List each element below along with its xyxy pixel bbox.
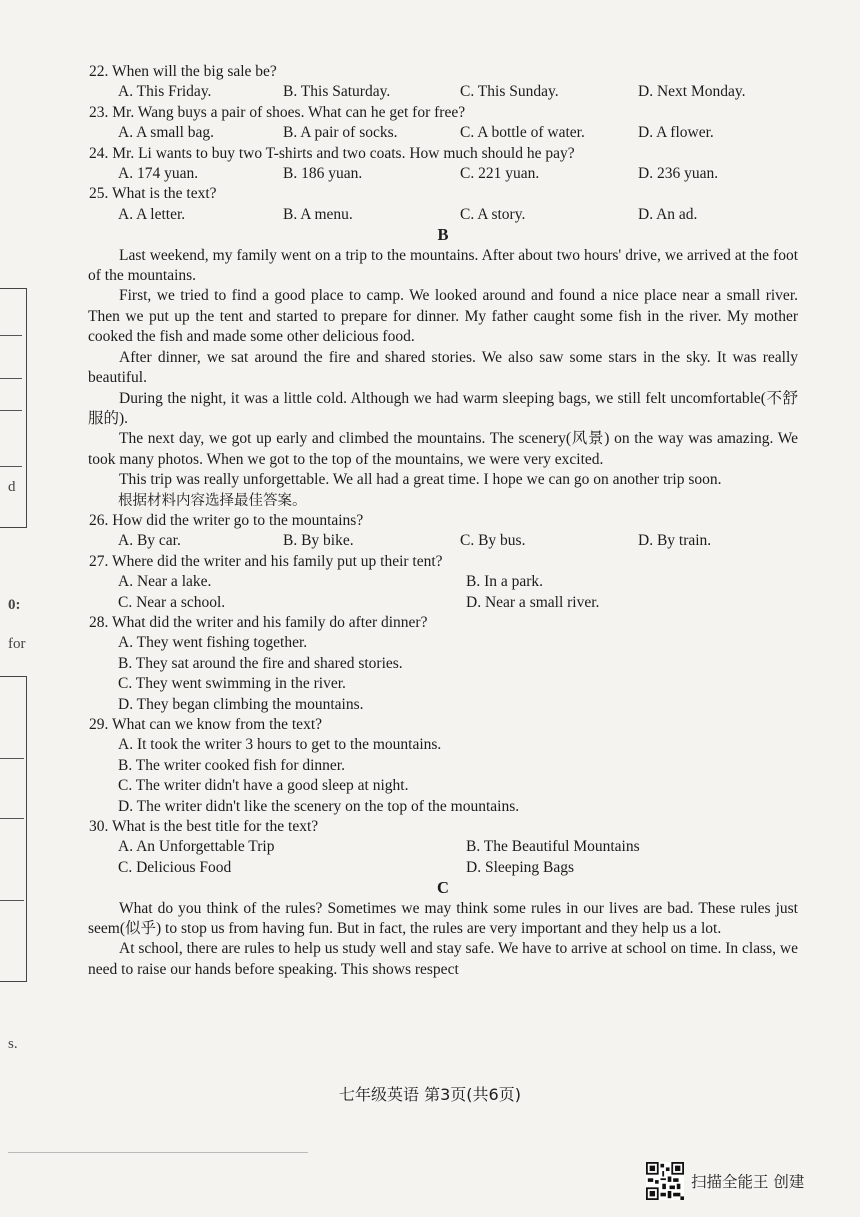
qr-code-icon (646, 1162, 684, 1200)
options-26 (88, 531, 798, 551)
option: A. It took the writer 3 hours to get to the mountains. (118, 736, 442, 754)
instruction-text: 根据材料内容选择最佳答案。 (118, 492, 307, 509)
margin-rule (0, 410, 22, 411)
option: C. They went swimming in the river. (118, 675, 346, 693)
scanner-label: 扫描全能王 创建 (691, 1173, 805, 1191)
exam-page-content (88, 62, 798, 980)
option: A. 174 yuan. (118, 165, 199, 183)
option: C. By bus. (460, 532, 526, 550)
option: B. This Saturday. (283, 83, 391, 101)
option: B. 186 yuan. (283, 165, 363, 183)
margin-rule (0, 900, 24, 901)
options-27 (88, 572, 798, 613)
options-23 (88, 123, 798, 143)
options-25 (88, 205, 798, 225)
option: D. Next Monday. (638, 83, 746, 101)
option: D. 236 yuan. (638, 165, 719, 183)
option: D. Near a small river. (466, 593, 600, 611)
option: B. They sat around the fire and shared stories. (118, 654, 403, 672)
question-23: 23. Mr. Wang buys a pair of shoes. What can he get for free? (89, 103, 466, 121)
option: D. An ad. (638, 205, 698, 223)
margin-rule (0, 466, 22, 467)
passage-paragraph: What do you think of the rules? Sometimes we may think some rules in our lives are bad. These rules just seem(似乎) to stop us from having fun. But in fact, the rules are very important and they help us a lot. (88, 899, 798, 938)
margin-rule (0, 378, 22, 379)
margin-rule (0, 335, 22, 336)
option: A. Near a lake. (118, 573, 212, 591)
option: B. In a park. (466, 573, 544, 591)
option: B. The writer cooked fish for dinner. (118, 756, 345, 774)
margin-text-d: d (8, 479, 16, 495)
options-22 (88, 82, 798, 102)
option: A. They went fishing together. (118, 634, 308, 652)
option: A. An Unforgettable Trip (118, 838, 275, 856)
passage-paragraph: The next day, we got up early and climbed the mountains. The scenery(风景) on the way was amazing. We took many photos. When we got to the top of the mountains, we were very excited. (88, 430, 798, 468)
options-24 (88, 164, 798, 184)
option: B. A menu. (283, 205, 353, 223)
passage-paragraph: During the night, it was a little cold. Although we had warm sleeping bags, we still felt uncomfortable(不舒服的). (88, 389, 798, 427)
option: D. By train. (638, 532, 712, 550)
option: C. 221 yuan. (460, 165, 540, 183)
passage-paragraph: Last weekend, my family went on a trip to the mountains. After about two hours' drive, we arrived at the foot of the mountains. (88, 246, 798, 285)
divider (8, 1152, 308, 1153)
question-26: 26. How did the writer go to the mountains? (89, 511, 364, 529)
option: C. A story. (460, 205, 526, 223)
option: A. This Friday. (118, 83, 212, 101)
passage-paragraph: At school, there are rules to help us study well and stay safe. We have to arrive at school on time. In class, we need to raise our hands before speaking. This shows respect (88, 940, 798, 978)
section-heading-b: B (437, 225, 449, 245)
option: D. A flower. (638, 124, 714, 142)
margin-text-for: for (8, 636, 26, 652)
passage-paragraph: This trip was really unforgettable. We all had a great time. I hope we can go on another trip soon. (119, 471, 722, 489)
passage-paragraph: After dinner, we sat around the fire and shared stories. We also saw some stars in the sky. It was really beautiful. (88, 348, 798, 387)
margin-text-zero: 0: (8, 597, 21, 613)
option: A. By car. (118, 532, 181, 550)
option: D. The writer didn't like the scenery on the top of the mountains. (118, 797, 520, 815)
margin-rule (0, 818, 24, 819)
option: C. Near a school. (118, 593, 226, 611)
option: A. A letter. (118, 205, 186, 223)
margin-box-bottom (0, 676, 27, 982)
option: B. A pair of socks. (283, 124, 398, 142)
question-24: 24. Mr. Li wants to buy two T-shirts and two coats. How much should he pay? (89, 144, 575, 162)
option: C. The writer didn't have a good sleep at night. (118, 777, 409, 795)
question-29: 29. What can we know from the text? (89, 716, 322, 733)
question-22: 22. When will the big sale be? (89, 63, 277, 80)
question-25: 25. What is the text? (89, 185, 217, 203)
margin-rule (0, 758, 24, 759)
question-28: 28. What did the writer and his family do after dinner? (89, 613, 428, 631)
option: D. They began climbing the mountains. (118, 695, 364, 713)
option: C. Delicious Food (118, 858, 232, 876)
question-30: 30. What is the best title for the text? (89, 818, 319, 836)
margin-text-s: s. (8, 1036, 18, 1052)
passage-paragraph: First, we tried to find a good place to camp. We looked around and found a nice place near a small river. Then we put up the tent and started to prepare for dinner. My father caught some fish in the river. My mother cooked the fish and made some other delicious food. (88, 287, 798, 346)
option: D. Sleeping Bags (466, 858, 575, 876)
scanner-watermark (646, 1162, 804, 1200)
option: C. A bottle of water. (460, 124, 585, 142)
question-27: 27. Where did the writer and his family put up their tent? (89, 552, 443, 570)
option: B. The Beautiful Mountains (466, 838, 640, 856)
option: C. This Sunday. (460, 83, 559, 101)
section-heading-c: C (437, 878, 449, 898)
option: A. A small bag. (118, 124, 215, 142)
page-footer: 七年级英语 第3页(共6页) (339, 1085, 521, 1104)
options-30 (88, 837, 798, 878)
option: B. By bike. (283, 532, 354, 550)
